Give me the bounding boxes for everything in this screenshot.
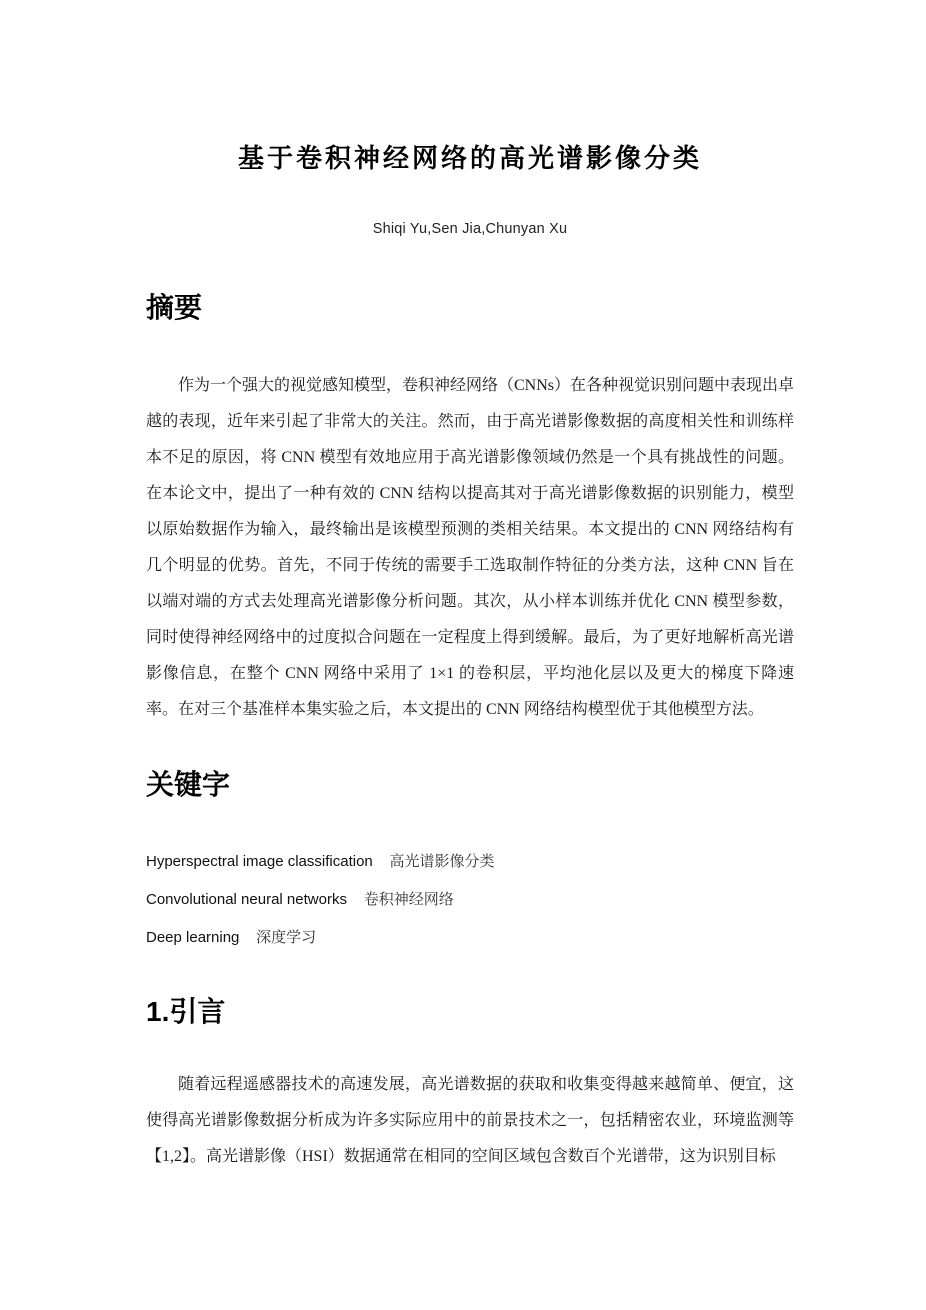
abstract-paragraph: 作为一个强大的视觉感知模型，卷积神经网络（CNNs）在各种视觉识别问题中表现出卓越的表现，近年来引起了非常大的关注。然而，由于高光谱影像数据的高度相关性和训练样本不足的原因，将 CNN 模型有效地应用于高光谱影像领域仍然是一个具有挑战性的问题。在本论文中，提出了一种有效的 CNN 结构以提高其对于高光谱影像数据的识别能力，模型以原始数据作为输入，最终输出是该模型预测的类相关结果。本文提出的 CNN 网络结构有几个明显的优势。首先，不同于传统的需要手工选取制作特征的分类方法，这种 CNN 旨在以端对端的方式去处理高光谱影像分析问题。其次，从小样本训练并优化 CNN 模型参数，同时使得神经网络中的过度拟合问题在一定程度上得到缓解。最后，为了更好地解析高光谱影像信息，在整个 CNN 网络中采用了 1×1 的卷积层，平均池化层以及更大的梯度下降速率。在对三个基准样本集实验之后，本文提出的 CNN 网络结构模型优于其他模型方法。 — [146, 376, 795, 718]
introduction-heading: 1.引言 — [146, 996, 226, 1028]
keyword-item — [146, 843, 794, 881]
abstract-heading: 摘要 — [146, 292, 203, 324]
introduction-paragraph: 随着远程遥感器技术的高速发展，高光谱数据的获取和收集变得越来越简单、便宜，这使得高光谱影像数据分析成为许多实际应用中的前景技术之一，包括精密农业，环境监测等【1,2】。高光谱影像（HSI）数据通常在相同的空间区域包含数百个光谱带，这为识别目标 — [146, 1075, 794, 1165]
authors-line: Shiqi Yu,Sen Jia,Chunyan Xu — [372, 221, 568, 238]
keyword-list — [146, 843, 794, 957]
keyword-en: Hyperspectral image classification — [146, 853, 373, 871]
keyword-zh: 高光谱影像分类 — [389, 854, 495, 871]
keyword-zh: 深度学习 — [256, 930, 317, 947]
keyword-en: Convolutional neural networks — [146, 891, 347, 909]
keyword-zh: 卷积神经网络 — [363, 892, 454, 909]
keyword-item — [146, 881, 794, 919]
keyword-en: Deep learning — [146, 929, 240, 947]
keyword-item — [146, 919, 794, 957]
paper-title: 基于卷积神经网络的高光谱影像分类 — [237, 143, 702, 173]
keywords-heading: 关键字 — [146, 768, 231, 800]
